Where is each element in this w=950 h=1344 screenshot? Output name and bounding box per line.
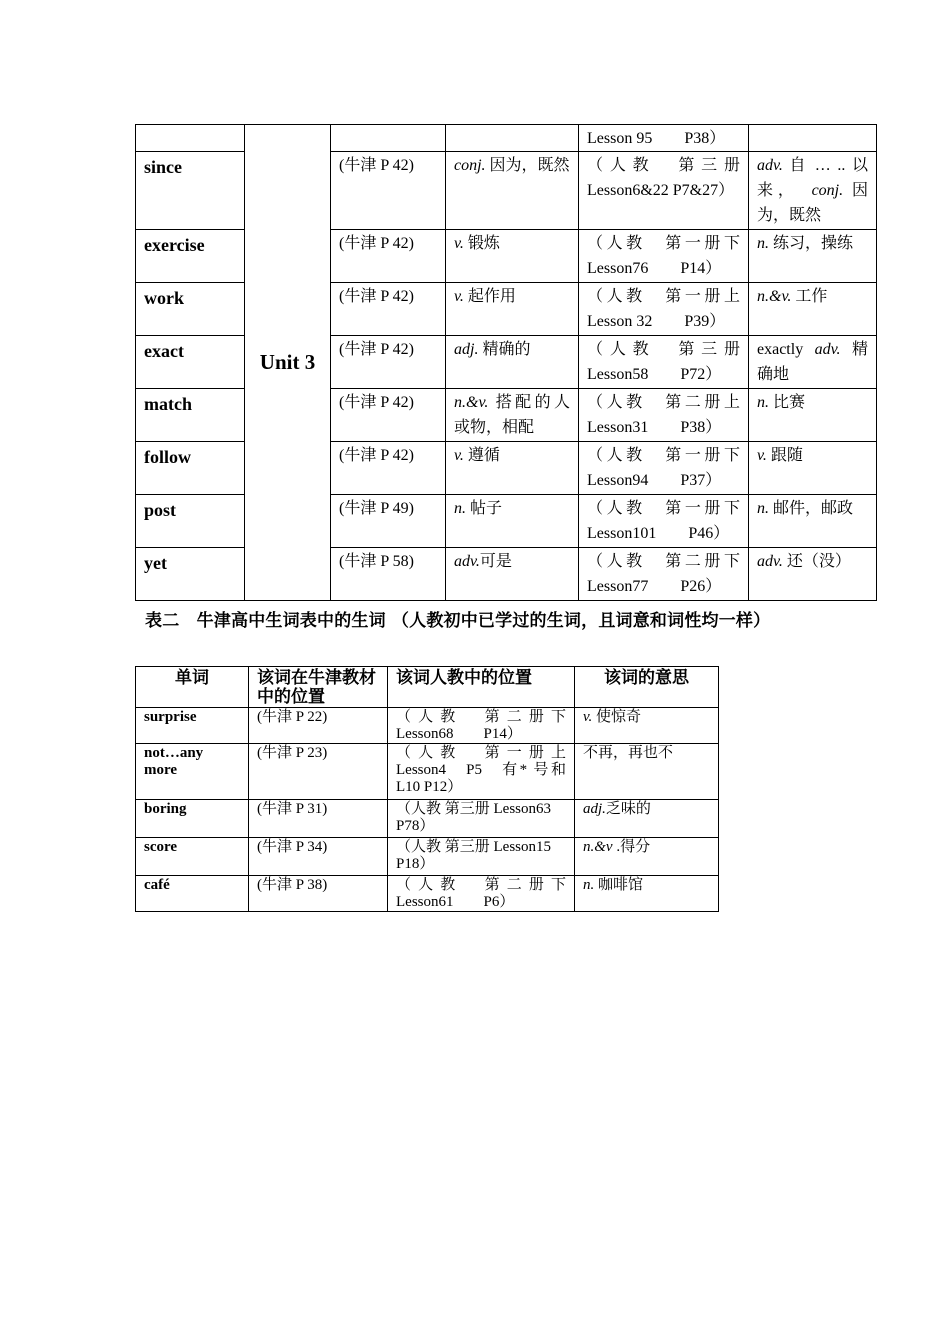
part-of-speech: n.&v.: [757, 288, 792, 305]
renjiao-line: P18）: [396, 856, 435, 872]
meaning-text: 乏味的: [605, 801, 651, 817]
renjiao-position-cell: [388, 800, 575, 838]
word-cell: post: [136, 495, 245, 548]
meaning-cell: [575, 838, 719, 876]
column-header-meaning: 该词的意思: [575, 667, 719, 708]
renjiao-line: Lesson68 P14）: [396, 726, 522, 742]
oxford-position-cell: (牛津 P 42): [331, 283, 446, 336]
oxford-position-cell: (牛津 P 34): [249, 838, 388, 876]
renjiao-line: Lesson 32 P39）: [587, 313, 726, 330]
renjiao-position-cell: [388, 744, 575, 800]
other-meaning-text: 邮件，邮政: [769, 500, 854, 517]
unit-label: Unit 3: [245, 125, 331, 601]
other-meaning-cell: [749, 152, 877, 230]
meaning-cell: [575, 800, 719, 838]
meaning-cell: [446, 152, 579, 230]
oxford-position-cell: (牛津 P 42): [331, 152, 446, 230]
renjiao-line: （人教 第二册下: [396, 709, 566, 725]
word-cell: since: [136, 152, 245, 230]
renjiao-line: Lesson77 P26）: [587, 578, 722, 595]
word-cell: café: [136, 876, 249, 912]
other-meaning-text: 精: [840, 341, 868, 358]
part-of-speech: v.: [454, 288, 464, 305]
renjiao-line: Lesson94 P37）: [587, 472, 722, 489]
meaning-text: 咖啡馆: [594, 877, 644, 893]
word-cell: [136, 744, 249, 800]
renjiao-position-cell: [579, 230, 749, 283]
word-cell: yet: [136, 548, 245, 601]
meaning-text: 使惊奇: [592, 709, 642, 725]
table-caption: 表二 牛津高中生词表中的生词 （人教初中已学过的生词，且词意和词性均一样）: [145, 611, 771, 631]
other-meaning-line: 为，既然: [757, 207, 822, 224]
renjiao-line: （人教 第一册上: [396, 745, 566, 761]
oxford-position-cell: (牛津 P 42): [331, 230, 446, 283]
part-of-speech: v.: [583, 709, 593, 725]
renjiao-line: （人教 第三册: [587, 157, 740, 174]
oxford-position-cell: (牛津 P 38): [249, 876, 388, 912]
column-header-renjiao-position: 该词人教中的位置: [388, 667, 575, 708]
other-meaning-text: 自 … .. 以: [782, 157, 868, 174]
other-meaning-text: 比赛: [769, 394, 806, 411]
word-line: not…any: [144, 745, 204, 761]
meaning-cell: [446, 548, 579, 601]
renjiao-position-cell: [579, 548, 749, 601]
table-header-row: [136, 667, 719, 708]
renjiao-line: （人教 第二册下: [587, 553, 740, 570]
part-of-speech: n.: [757, 235, 769, 252]
renjiao-line: （人教 第一册上: [587, 288, 740, 305]
other-meaning-cell: [749, 283, 877, 336]
meaning-text: 搭配的人: [488, 394, 570, 411]
part-of-speech: adv.: [814, 341, 841, 358]
part-of-speech: n.: [757, 394, 769, 411]
renjiao-line: （人教 第二册下: [396, 877, 566, 893]
oxford-position-cell: (牛津 P 23): [249, 744, 388, 800]
part-of-speech: n.&v: [583, 839, 613, 855]
oxford-position-cell: (牛津 P 42): [331, 389, 446, 442]
oxford-position-cell: (牛津 P 49): [331, 495, 446, 548]
table-row: [136, 744, 719, 800]
part-of-speech: n.: [757, 500, 769, 517]
other-meaning-cell: [749, 548, 877, 601]
column-header-word: 单词: [136, 667, 249, 708]
renjiao-position-cell: [579, 389, 749, 442]
part-of-speech: adv.: [757, 157, 783, 174]
vocabulary-table-2: [135, 666, 719, 912]
meaning-text: 锻炼: [463, 235, 500, 252]
renjiao-line: Lesson4 P5 有* 号和: [396, 762, 566, 778]
other-meaning-text: 来，: [757, 182, 812, 199]
renjiao-line: （人教 第一册下: [587, 500, 740, 517]
part-of-speech: conj.: [811, 182, 844, 199]
other-meaning-text: 因: [843, 182, 868, 199]
renjiao-line: （人教 第三册 Lesson15: [396, 839, 551, 855]
part-of-speech: adv.: [757, 553, 783, 570]
oxford-position-cell: (牛津 P 31): [249, 800, 388, 838]
other-meaning-cell: [749, 230, 877, 283]
meaning-line: [454, 390, 570, 415]
part-of-speech: adv.: [454, 553, 480, 570]
meaning-cell: [446, 125, 579, 152]
part-of-speech: v.: [454, 447, 464, 464]
word-cell: match: [136, 389, 245, 442]
other-meaning-line: [757, 337, 868, 362]
word-cell: [136, 125, 245, 152]
meaning-text: 不再，再也不: [583, 745, 674, 761]
renjiao-line: L10 P12）: [396, 779, 463, 795]
renjiao-line: （人教 第三册 Lesson63: [396, 801, 551, 817]
meaning-text: 遵循: [463, 447, 500, 464]
part-of-speech: n.: [454, 500, 466, 517]
word-cell: exact: [136, 336, 245, 389]
meaning-cell: [446, 442, 579, 495]
renjiao-position-cell: [579, 336, 749, 389]
meaning-cell: [446, 336, 579, 389]
renjiao-line: Lesson31 P38）: [587, 419, 722, 436]
renjiao-position-cell: [579, 152, 749, 230]
other-meaning-cell: [749, 495, 877, 548]
word-cell: exercise: [136, 230, 245, 283]
renjiao-line: Lesson101 P46）: [587, 525, 730, 542]
meaning-text: .得分: [612, 839, 651, 855]
other-meaning-cell: [749, 125, 877, 152]
oxford-position-cell: [331, 125, 446, 152]
table-row: [136, 876, 719, 912]
meaning-cell: [446, 495, 579, 548]
word-line: more: [144, 762, 178, 778]
renjiao-line: Lesson6&22 P7&27）: [587, 182, 735, 199]
part-of-speech: adj.: [454, 341, 479, 358]
meaning-text: 因为，既然: [485, 157, 570, 174]
table-row: [136, 800, 719, 838]
word-cell: work: [136, 283, 245, 336]
renjiao-line: （人教 第一册下: [587, 447, 740, 464]
other-meaning-line: [757, 153, 868, 178]
part-of-speech: n.&v.: [454, 394, 489, 411]
oxford-position-cell: (牛津 P 42): [331, 336, 446, 389]
meaning-cell: [575, 876, 719, 912]
column-header-oxford-position: 该词在牛津教材中的位置: [249, 667, 388, 708]
word-cell: surprise: [136, 708, 249, 744]
oxford-position-cell: (牛津 P 22): [249, 708, 388, 744]
meaning-cell: [575, 708, 719, 744]
part-of-speech: adj.: [583, 801, 606, 817]
renjiao-line: （人教 第三册: [587, 341, 740, 358]
other-meaning-cell: [749, 389, 877, 442]
part-of-speech: conj.: [454, 157, 486, 174]
other-meaning-cell: [749, 442, 877, 495]
other-meaning-line: 确地: [757, 366, 790, 383]
word-cell: follow: [136, 442, 245, 495]
other-meaning-text: 工作: [791, 288, 828, 305]
meaning-text: 起作用: [463, 288, 516, 305]
table-row: [136, 838, 719, 876]
renjiao-line: （人教 第二册上: [587, 394, 740, 411]
meaning-text: 可是: [479, 553, 512, 570]
meaning-cell: [446, 389, 579, 442]
meaning-text: 帖子: [466, 500, 503, 517]
renjiao-position-cell: [388, 838, 575, 876]
other-meaning-text: 练习，操练: [769, 235, 854, 252]
part-of-speech: v.: [757, 447, 767, 464]
other-meaning-text: 跟随: [766, 447, 803, 464]
renjiao-position-cell: [579, 495, 749, 548]
renjiao-position-cell: [388, 708, 575, 744]
other-meaning-line: [757, 178, 868, 203]
word-cell: score: [136, 838, 249, 876]
renjiao-line: P78）: [396, 818, 435, 834]
meaning-text: 精确的: [478, 341, 531, 358]
renjiao-position-cell: [579, 283, 749, 336]
renjiao-line: Lesson76 P14）: [587, 260, 722, 277]
renjiao-line: （人教 第一册下: [587, 235, 740, 252]
other-meaning-text: exactly: [757, 341, 815, 358]
oxford-position-cell: (牛津 P 42): [331, 442, 446, 495]
meaning-line: 或物，相配: [454, 419, 535, 436]
meaning-cell: [575, 744, 719, 800]
renjiao-line: Lesson61 P6）: [396, 894, 515, 910]
table-row: [136, 708, 719, 744]
renjiao-position-cell: [388, 876, 575, 912]
meaning-cell: [446, 283, 579, 336]
meaning-cell: [446, 230, 579, 283]
table-row: [136, 125, 877, 152]
renjiao-position-cell: [579, 442, 749, 495]
part-of-speech: v.: [454, 235, 464, 252]
word-cell: boring: [136, 800, 249, 838]
renjiao-position-cell: Lesson 95 P38）: [579, 125, 749, 152]
renjiao-line: Lesson58 P72）: [587, 366, 722, 383]
oxford-position-cell: (牛津 P 58): [331, 548, 446, 601]
other-meaning-text: 还（没）: [782, 553, 851, 570]
other-meaning-cell: [749, 336, 877, 389]
vocabulary-table-1: [135, 124, 877, 601]
part-of-speech: n.: [583, 877, 595, 893]
